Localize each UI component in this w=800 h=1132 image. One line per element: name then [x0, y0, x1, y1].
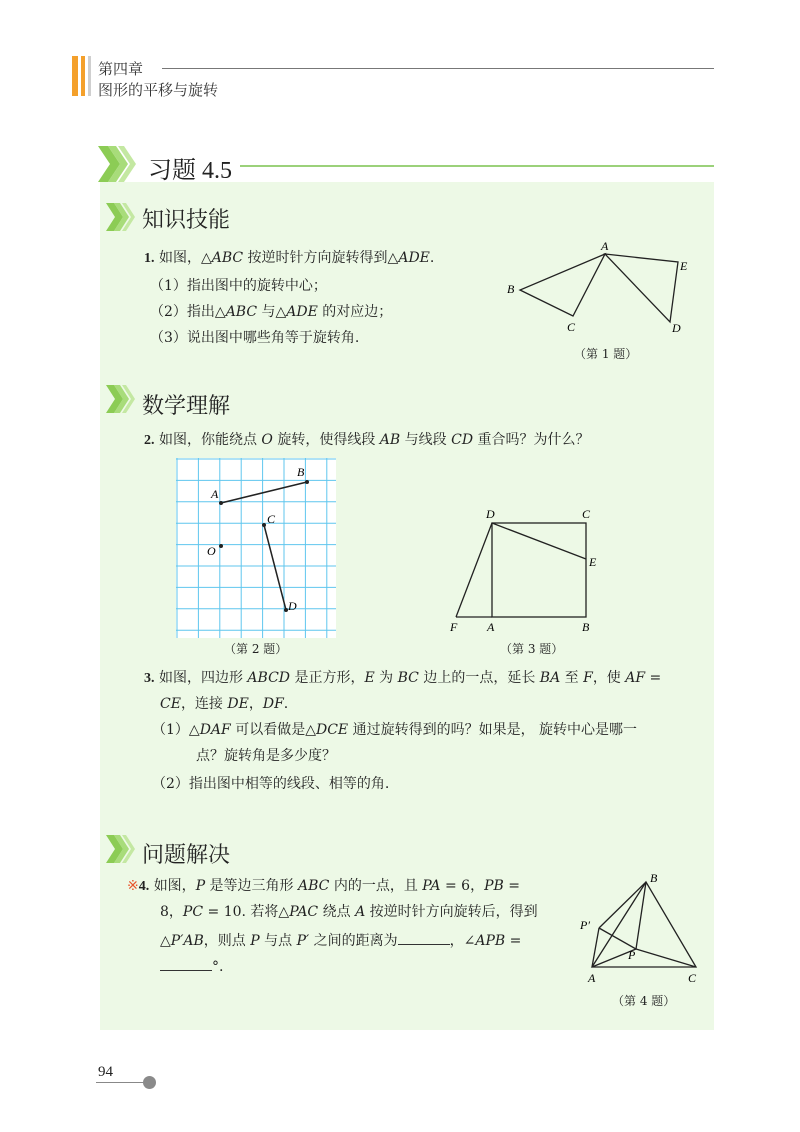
point-o	[219, 544, 223, 548]
q1-part2: （2）指出△ABC 与△ADE 的对应边；	[150, 304, 393, 320]
q2-text: 2. 如图，你能绕点 O 旋转，使得线段 AB 与线段 CD 重合吗？为什么？	[144, 432, 590, 448]
header-orange-bar	[72, 56, 78, 96]
q1-label-b: B	[507, 282, 515, 296]
q2-caption: （第 2 题）	[224, 642, 288, 656]
q1-part1: （1）指出图中的旋转中心；	[150, 278, 327, 294]
section-arrows-icon	[104, 200, 140, 234]
q4-caption: （第 4 题）	[612, 994, 676, 1008]
footer-dot	[143, 1076, 156, 1089]
section-title-skills: 知识技能	[142, 208, 231, 233]
q3-label-f: F	[450, 620, 458, 634]
q3-caption: （第 3 题）	[500, 642, 564, 656]
q3-label-c: C	[582, 507, 591, 521]
header-rule	[162, 68, 714, 69]
q3-figure	[440, 500, 610, 635]
q4-figure	[574, 870, 704, 988]
triangle-abc	[520, 254, 605, 316]
q2-label-o: O	[207, 544, 216, 558]
q3-part1-cont: 点？旋转角是多少度？	[196, 748, 336, 764]
q1-label-e: E	[680, 259, 688, 273]
triangle-ade	[605, 254, 678, 322]
exercise-arrows-icon	[96, 142, 140, 186]
q1-figure	[500, 236, 700, 346]
segment-pprime-b	[599, 882, 646, 928]
q2-label-c: C	[267, 512, 276, 526]
q4-label-pprime: P′	[580, 918, 590, 932]
q2-label-b: B	[297, 465, 305, 479]
q4-line1: ※4. 如图，P 是等边三角形 ABC 内的一点，且 PA = 6，PB =	[127, 878, 520, 894]
header-gray-bar	[88, 56, 91, 96]
chapter-label: 第四章	[98, 60, 144, 78]
point-a	[219, 501, 223, 505]
q1-label-d: D	[672, 321, 681, 335]
point-c	[262, 523, 266, 527]
section-title-understanding: 数学理解	[142, 394, 231, 419]
q1-label-c: C	[567, 320, 576, 334]
q3-part1: （1）△DAF 可以看做是△DCE 通过旋转得到的吗？如果是， 旋转中心是哪一	[152, 722, 638, 738]
page-number: 94	[98, 1064, 113, 1080]
q4-label-c: C	[688, 971, 697, 985]
q4-label-p: P	[628, 948, 636, 962]
footer-rule	[96, 1082, 148, 1083]
q3-label-a: A	[487, 620, 495, 634]
chapter-title: 图形的平移与旋转	[98, 81, 219, 99]
q2-label-a: A	[211, 487, 219, 501]
q4-line3: △P′AB，则点 P 与点 P′ 之间的距离为 ，∠APB =	[160, 930, 521, 951]
section-arrows-icon	[104, 382, 140, 416]
q1-caption: （第 1 题）	[574, 347, 638, 361]
q3-label-d: D	[486, 507, 495, 521]
q3-label-b: B	[582, 620, 590, 634]
segment-pprime-p	[599, 928, 636, 949]
section-arrows-icon	[104, 832, 140, 866]
q2-grid-figure	[176, 458, 336, 638]
segment-df	[456, 523, 492, 617]
point-b	[305, 480, 309, 484]
square-abcd	[492, 523, 586, 617]
q3-part2: （2）指出图中相等的线段、相等的角.	[152, 776, 390, 792]
q4-line4: °.	[160, 956, 223, 977]
exercise-title-rule	[240, 165, 714, 167]
q4-label-a: A	[588, 971, 596, 985]
q1-part3: （3）说出图中哪些角等于旋转角.	[150, 330, 360, 346]
exercise-title: 习题 4.5	[148, 158, 232, 184]
header-orange-bar-2	[81, 56, 85, 96]
segment-de	[492, 523, 586, 559]
q2-label-d: D	[288, 599, 297, 613]
q3-line1: 3. 如图，四边形 ABCD 是正方形，E 为 BC 边上的一点，延长 BA 至 F，使 AF =	[144, 670, 662, 686]
section-title-problem: 问题解决	[142, 843, 231, 868]
q1-intro: 1. 如图，△ABC 按逆时针方向旋转得到△ADE.	[144, 250, 435, 266]
q3-label-e: E	[589, 555, 597, 569]
segment-pb	[636, 882, 646, 949]
q3-line2: CE，连接 DE，DF.	[160, 696, 289, 712]
q4-star-mark: ※	[127, 878, 139, 894]
q1-label-a: A	[601, 239, 609, 253]
q4-answer-blank-2[interactable]	[160, 956, 212, 971]
q4-answer-blank-1[interactable]	[398, 930, 450, 945]
q4-line2: 8，PC = 10. 若将△PAC 绕点 A 按逆时针方向旋转后，得到	[160, 904, 538, 920]
q4-label-b: B	[650, 871, 658, 885]
